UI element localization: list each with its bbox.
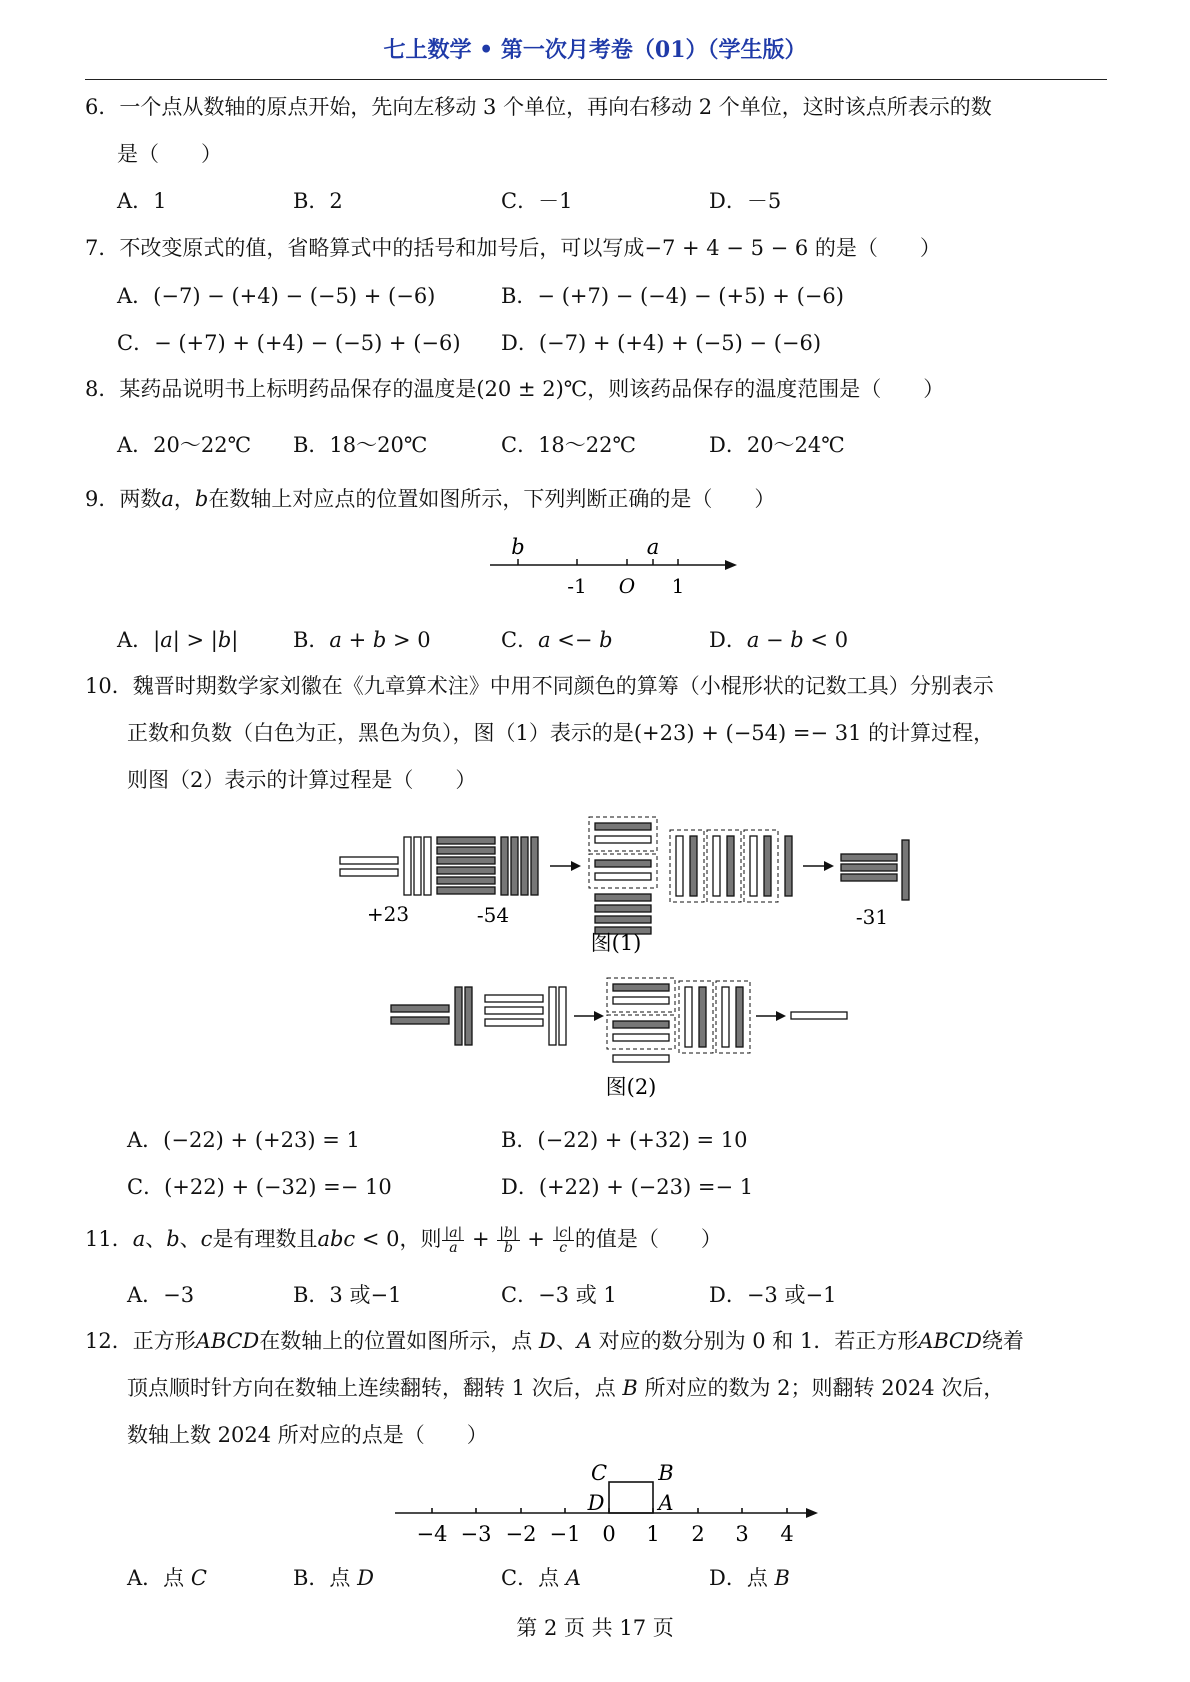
q11-option-c: C．−3 或 1 — [501, 1283, 617, 1307]
q7-stem: 7．不改变原式的值，省略算式中的括号和加号后，可以写成−7 + 4 − 5 − 6 的是（ ） — [85, 236, 941, 260]
q9-tick-1: 1 — [671, 574, 685, 598]
q9-label-b: b — [511, 535, 525, 559]
q6-option-b: B．2 — [293, 189, 343, 213]
q11-stem: 11．𝑎、𝑏、𝑐是有理数且𝑎𝑏𝑐 < 0，则 $\frac{|a|}{a}$ + $\frac{|b|}{b}$ + $\frac{|c|}{c}$ 的值是（ ） — [85, 1225, 722, 1256]
q12-tick-label: 1 — [646, 1522, 660, 1546]
fig1-label-plus23: +23 — [366, 902, 410, 926]
q10-stem-line2: 正数和负数（白色为正，黑色为负），图（1）表示的是(+23) + (−54) =− 31 的计算过程， — [127, 721, 995, 745]
q10-figure-1 — [335, 812, 915, 962]
q12-tick-label: 4 — [780, 1522, 794, 1546]
q12-tick-label: 2 — [691, 1522, 705, 1546]
q11-f1-num: |a| — [444, 1225, 463, 1241]
q6-option-c: C．－1 — [501, 189, 573, 213]
q6-stem-line2: 是（ ） — [117, 142, 222, 166]
q12-stem-line2: 顶点顺时针方向在数轴上连续翻转，翻转 1 次后，点 𝐵 所对应的数为 2；则翻转 2024 次后， — [127, 1376, 1005, 1400]
q12-label-D: D — [587, 1491, 605, 1515]
q11-fraction-c — [553, 1226, 574, 1255]
q11-f3-den: c — [559, 1240, 568, 1256]
header-rule — [85, 79, 1107, 80]
fig1-caption: 图(1) — [590, 931, 642, 955]
q11-option-a: A．−3 — [127, 1283, 195, 1307]
q9-option-d: D．𝑎 − 𝑏 < 0 — [709, 628, 849, 652]
q12-number-line — [390, 1458, 830, 1546]
q12-option-b: B．点 𝐷 — [293, 1566, 374, 1590]
q12-tick-label: 3 — [735, 1522, 749, 1546]
fig1-label-minus31: -31 — [855, 905, 889, 929]
q8-option-c: C．18～22℃ — [501, 433, 637, 457]
fig2-caption: 图(2) — [605, 1075, 657, 1099]
q9-tick-origin: O — [618, 574, 636, 598]
fig1-label-minus54: -54 — [476, 903, 510, 927]
q10-option-c: C．(+22) + (−32) =− 10 — [127, 1175, 392, 1199]
q6-stem-line1: 6．一个点从数轴的原点开始，先向左移动 3 个单位，再向右移动 2 个单位，这时该点所表示的数 — [85, 95, 992, 119]
q12-tick-label: −3 — [460, 1522, 492, 1546]
q11-option-d: D．−3 或−1 — [709, 1283, 837, 1307]
q10-stem-line1: 10．魏晋时期数学家刘徽在《九章算术注》中用不同颜色的算筹（小棍形状的记数工具）分别表示 — [85, 674, 994, 698]
q12-option-d: D．点 𝐵 — [709, 1566, 790, 1590]
q12-tick-label: −4 — [416, 1522, 448, 1546]
q11-f2-num: |b| — [499, 1225, 518, 1241]
q11-f2-den: b — [503, 1240, 513, 1256]
q11-prefix: 11．𝑎、𝑏、𝑐是有理数且𝑎𝑏𝑐 < 0，则 — [85, 1227, 442, 1251]
q6-option-d: D．－5 — [709, 189, 782, 213]
q11-suffix: 的值是（ ） — [574, 1227, 722, 1251]
q8-option-b: B．18～20℃ — [293, 433, 428, 457]
q11-fraction-b — [497, 1226, 519, 1255]
q9-option-a: A．|𝑎| > |𝑏| — [117, 628, 239, 652]
q12-label-C: C — [590, 1461, 608, 1485]
q12-option-c: C．点 𝐴 — [501, 1566, 581, 1590]
q12-tick-label: −1 — [549, 1522, 581, 1546]
q6-option-a: A．1 — [117, 189, 167, 213]
q12-stem-line1: 12．正方形𝐴𝐵𝐶𝐷在数轴上的位置如图所示，点 𝐷、𝐴 对应的数分别为 0 和 1．若正方形𝐴𝐵𝐶𝐷绕着 — [85, 1329, 1024, 1353]
q9-number-line — [485, 530, 745, 600]
q12-option-a: A．点 𝐶 — [127, 1566, 207, 1590]
q12-stem-line3: 数轴上数 2024 所对应的点是（ ） — [127, 1423, 488, 1447]
q11-f3-num: |c| — [554, 1225, 572, 1241]
q9-option-c: C．𝑎 <− 𝑏 — [501, 628, 613, 652]
q9-option-b: B．𝑎 + 𝑏 > 0 — [293, 628, 431, 652]
q12-tick-label: −2 — [505, 1522, 537, 1546]
q7-option-c: C．− (+7) + (+4) − (−5) + (−6) — [117, 331, 461, 355]
q12-square — [609, 1482, 653, 1513]
q11-f1-den: a — [449, 1240, 458, 1256]
q9-stem: 9．两数𝑎，𝑏在数轴上对应点的位置如图所示，下列判断正确的是（ ） — [85, 487, 776, 511]
q7-option-b: B．− (+7) − (−4) − (+5) + (−6) — [501, 284, 844, 308]
q8-option-a: A．20～22℃ — [117, 433, 252, 457]
q10-stem-line3: 则图（2）表示的计算过程是（ ） — [127, 768, 477, 792]
page-footer: 第 2 页 共 17 页 — [516, 1616, 674, 1640]
page-header-title: 七上数学 • 第一次月考卷（01）（学生版） — [383, 37, 807, 63]
q10-option-d: D．(+22) + (−23) =− 1 — [501, 1175, 754, 1199]
q8-stem: 8．某药品说明书上标明药品保存的温度是(20 ± 2)℃，则该药品保存的温度范围是（ ） — [85, 377, 945, 401]
q7-option-d: D．(−7) + (+4) + (−5) − (−6) — [501, 331, 822, 355]
q9-tick-minus1: -1 — [567, 574, 587, 598]
q9-label-a: a — [646, 535, 660, 559]
q10-option-a: A．(−22) + (+23) = 1 — [127, 1128, 360, 1152]
q10-option-b: B．(−22) + (+32) = 10 — [501, 1128, 748, 1152]
q12-label-B: B — [658, 1461, 674, 1485]
q12-tick-label: 0 — [602, 1522, 616, 1546]
q12-label-A: A — [658, 1491, 674, 1515]
q11-option-b: B．3 或−1 — [293, 1283, 402, 1307]
q11-fraction-a — [442, 1226, 464, 1255]
q7-option-a: A．(−7) − (+4) − (−5) + (−6) — [117, 284, 436, 308]
q10-figure-2 — [388, 975, 858, 1105]
q8-option-d: D．20～24℃ — [709, 433, 845, 457]
